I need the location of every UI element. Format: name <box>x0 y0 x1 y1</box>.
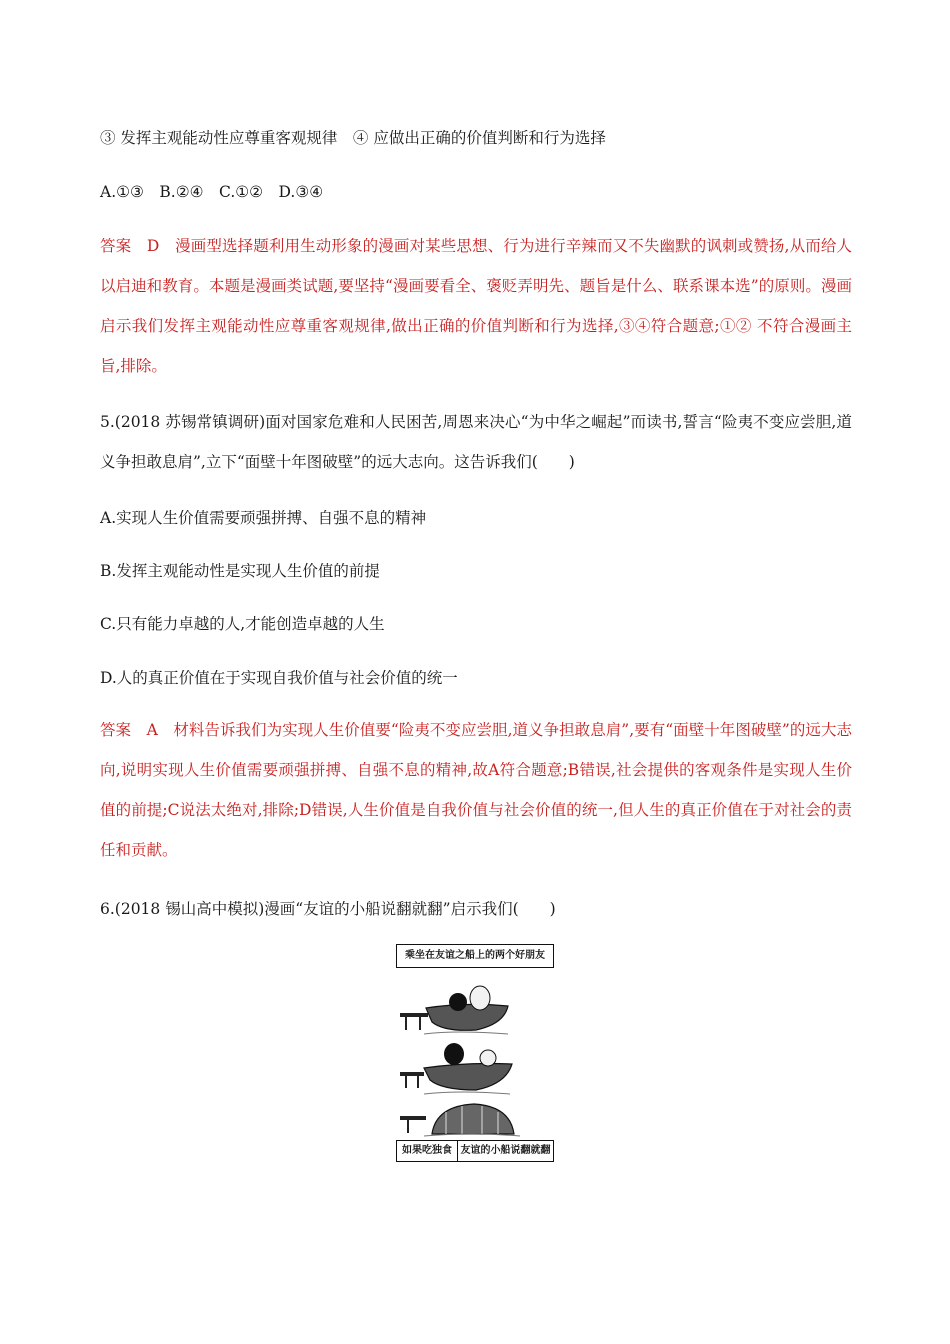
panel-1-boat <box>400 986 508 1034</box>
comic-caption-left: 如果吃独食 <box>397 1141 458 1161</box>
choices-q4: A.①③ B.②④ C.①② D.③④ <box>100 183 324 201</box>
option-3-4-line: ③ 发挥主观能动性应尊重客观规律 ④ 应做出正确的价值判断和行为选择 <box>100 129 606 147</box>
answer-q4: 答案 D 漫画型选择题利用生动形象的漫画对某些思想、行为进行辛辣而又不失幽默的讽刺或赞扬,从而给人以启迪和教育。本题是漫画类试题,要坚持“漫画要看全、褒贬弄明先、题旨是什么、联系课本选”的原则。漫画启示我们发挥主观能动性应尊重客观规律,做出正确的价值判断和行为选择,③④符合题意;①② 不符合漫画主旨,排除。 <box>100 237 852 375</box>
comic-top-caption: 乘坐在友谊之船上的两个好朋友 <box>396 944 554 968</box>
q5-option-a: A.实现人生价值需要顽强拼搏、自强不息的精神 <box>100 509 427 527</box>
q5-option-d: D.人的真正价值在于实现自我价值与社会价值的统一 <box>100 669 458 687</box>
panel-2-boat <box>400 1043 512 1094</box>
comic-caption-right: 友谊的小船说翻就翻 <box>460 1145 551 1156</box>
comic-drawing <box>396 968 556 1138</box>
q5-option-c: C.只有能力卓越的人,才能创造卓越的人生 <box>100 615 385 633</box>
comic-bottom-caption <box>396 1140 554 1162</box>
panel-3-capsized-boat <box>400 1104 520 1136</box>
q5-option-b: B.发挥主观能动性是实现人生价值的前提 <box>100 562 380 580</box>
question-5-stem: 5.(2018 苏锡常镇调研)面对国家危难和人民困苦,周恩来决心“为中华之崛起”而读书,誓言“险夷不变应尝胆,道义争担敢息肩”,立下“面壁十年图破壁”的远大志向。这告诉我们( ) <box>100 413 852 471</box>
answer-q5: 答案 A 材料告诉我们为实现人生价值要“险夷不变应尝胆,道义争担敢息肩”,要有“面壁十年图破壁”的远大志向,说明实现人生价值需要顽强拼搏、自强不息的精神,故A符合题意;B错误,社会提供的客观条件是实现人生价值的前提;C说法太绝对,排除;D错误,人生价值是自我价值与社会价值的统一,但人生的真正价值在于对社会的责任和贡献。 <box>100 721 852 859</box>
friendship-boat-comic <box>396 944 556 1162</box>
question-6-stem: 6.(2018 锡山高中模拟)漫画“友谊的小船说翻就翻”启示我们( ) <box>100 900 556 918</box>
